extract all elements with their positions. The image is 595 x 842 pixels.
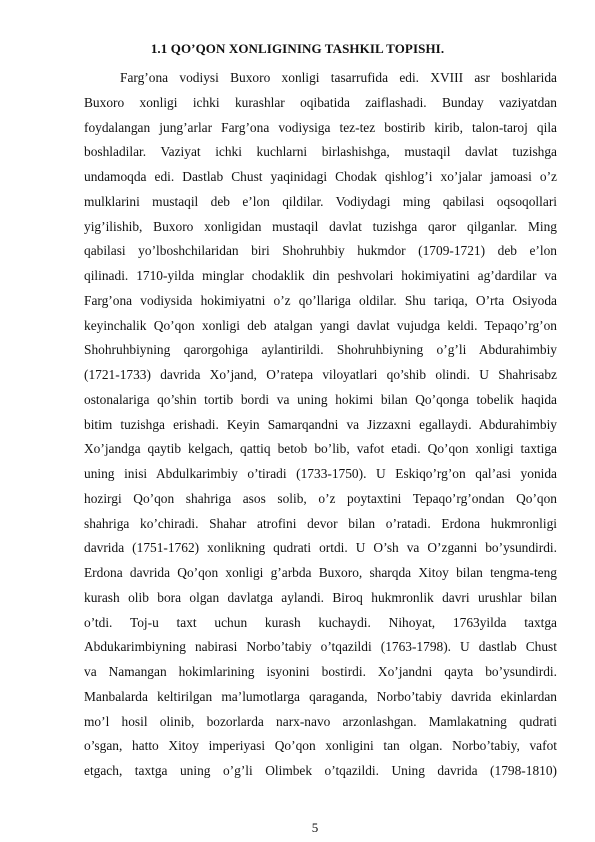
text-line: qabilasi yo’lboshchilaridan biri Shohruhbiy hukmdor (1709-1721) deb e’lon [84, 243, 557, 259]
text-line: o’tdi. Toj-u taxt uchun kurash kuchaydi. Nihoyat, 1763yilda taxtga [84, 614, 557, 630]
text-line: Farg’ona vodiysi Buxoro xonligi tasarrufida edi. XVIII asr boshlarida [120, 70, 557, 85]
text-line: Manbalarda keltirilgan ma’lumotlarga qaraganda, Norbo’tabiy davrida ekinlardan [84, 688, 557, 704]
text-line: hozirgi Qo’qon shahriga asos solib, o’z poytaxtini Tepaqo’rg’ondan Qo’qon [84, 490, 557, 506]
text-line: Erdona davrida Qo’qon xonligi g’arbda Buxoro, sharqda Xitoy bilan tengma-teng [84, 565, 557, 580]
text-line: kurash olib bora olgan davlatga aylandi. Biroq hukmronlik davri urushlar bilan [84, 589, 557, 605]
page-number: 5 [311, 820, 319, 835]
text-line: foydalangan jung’arlar Farg’ona vodiysiga tez-tez bostirib kirib, talon-taroj qila [84, 119, 557, 135]
text-line: uning inisi Abdulkarimbiy o’tiradi (1733-1750). U Eskiqo’rg’on qal’asi yonida [84, 466, 557, 481]
text-line: mulklarini mustaqil deb e’lon qildilar. Vodiydagi ming qabilasi oqsoqollari [84, 193, 557, 209]
text-line: o’sgan, hatto Xitoy imperiyasi Qo’qon xonligini tan olgan. Norbo’tabiy, vafot [84, 738, 557, 754]
text-line: Buxoro xonligi ichki kurashlar oqibatida zaiflashadi. Bunday vaziyatdan [84, 94, 557, 110]
text-line: yig’ilishib, Buxoro xonligidan mustaqil davlat tuzishga qaror qilganlar. Ming [84, 218, 557, 234]
text-line: mo’l hosil olinib, bozorlarda narx-navo arzonlashgan. Mamlakatning qudrati [84, 713, 557, 729]
text-line: undamoqda edi. Dastlab Chust yaqinidagi Chodak qishlog’i xo’jalar jamoasi o’z [84, 169, 557, 184]
text-line: qilinadi. 1710-yilda minglar chodaklik din peshvolari hokimiyatini ag’dardilar va [84, 268, 557, 283]
text-line: Abdukarimbiyning nabirasi Norbo’tabiy o’tqazildi (1763-1798). U dastlab Chust [84, 639, 557, 655]
text-line: shahriga ko’chiradi. Shahar atrofini devor bilan o’ratadi. Erdona hukmronligi [84, 515, 557, 531]
text-line: Shohruhbiyning qarorgohiga aylantirildi. Shohruhbiyning o’g’li Abdurahimbiy [84, 342, 557, 358]
text-line: davrida (1751-1762) xonlikning qudrati ortdi. U O’sh va O’zganni bo’ysundirdi. [84, 540, 557, 556]
body-paragraph [84, 66, 557, 784]
section-heading: 1.1 QO’QON XONLIGINING TASHKIL TOPISHI. [150, 41, 445, 56]
text-line: keyinchalik Qo’qon xonligi deb atalgan yangi davlat vujudga keldi. Tepaqo’rg’on [84, 317, 557, 333]
text-line: etgach, taxtga uning o’g’li Olimbek o’tqazildi. Uning davrida (1798-1810) [84, 763, 557, 778]
text-line: va Namangan hokimlarining isyonini bostirdi. Xo’jandni qayta bo’ysundirdi. [84, 664, 557, 679]
text-line: (1721-1733) davrida Xo’jand, O’ratepa viloyatlari qo’shib olindi. U Shahrisabz [84, 367, 557, 382]
text-line: Farg’ona vodiysida hokimiyatni o’z qo’llariga oldilar. Shu tariqa, O’rta Osiyoda [84, 292, 557, 308]
text-line: boshladilar. Vaziyat ichki kuchlarni birlashishga, mustaqil davlat tuzishga [84, 144, 557, 160]
text-line: Xo’jandga qaytib kelgach, qattiq betob bo’lib, vafot etadi. Qo’qon xonligi taxtiga [84, 441, 557, 457]
text-line: ostonalariga qo’shin tortib bordi va uning hokimi bilan Qo’qonga tobelik haqida [84, 391, 557, 407]
text-line: bitim tuzishga erishadi. Keyin Samarqandni va Jizzaxni egallaydi. Abdurahimbiy [84, 416, 557, 432]
